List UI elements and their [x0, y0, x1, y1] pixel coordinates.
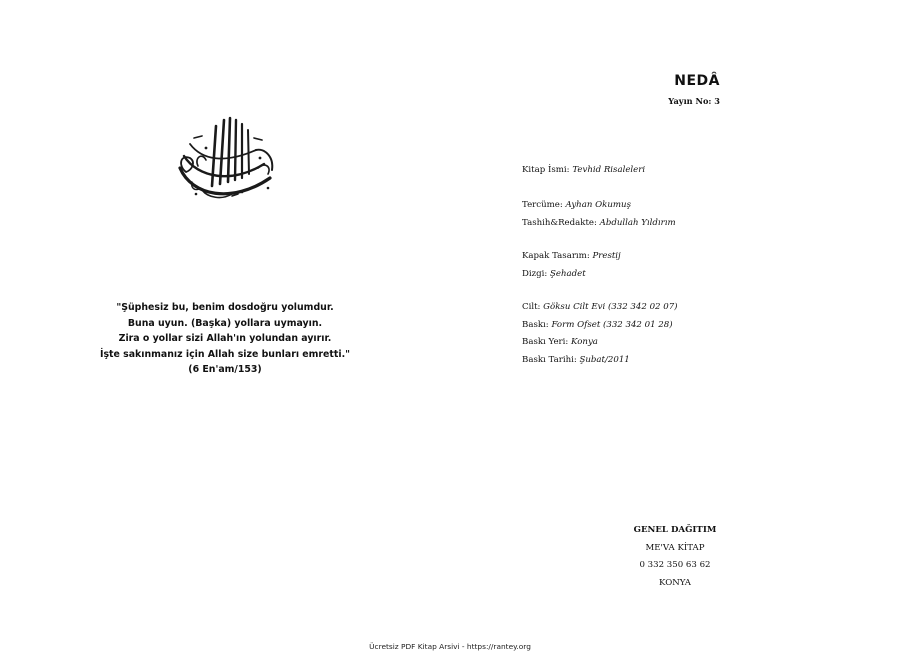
credit-cover-design	[522, 248, 621, 266]
series-number: Yayın No: 3	[668, 96, 720, 106]
credit-value: Tevhid Risaleleri	[572, 165, 646, 175]
credit-label: Tercüme:	[522, 200, 566, 210]
distributor-city: KONYA	[659, 577, 691, 588]
credit-label: Cilt:	[522, 302, 544, 312]
credit-value: Konya	[571, 337, 598, 348]
credit-value: Prestij	[592, 251, 621, 261]
verse-line: Zira o yollar sizi Allah'ın yolundan ayırır.	[118, 333, 332, 344]
footer-watermark-text: Ücretsiz PDF Kitap Arsivi - https://rantey.org	[369, 642, 531, 651]
distributor-phone: 0 332 350 63 62	[639, 560, 711, 570]
credit-value: Şubat/2011	[579, 354, 630, 365]
credit-label: Tashih&Redakte:	[522, 217, 600, 228]
verse-line: İşte sakınmanız için Allah size bunları emretti."	[99, 348, 351, 360]
credit-label: Baskı Tarihi:	[522, 354, 580, 365]
credit-value: Göksu Cilt Evi (332 342 02 07)	[543, 302, 678, 312]
credit-value: Form Ofset (332 342 01 28)	[551, 319, 673, 330]
credit-book-title	[522, 162, 645, 180]
verse-line: "Şüphesiz bu, benim dosdoğru yolumdur.	[116, 302, 334, 313]
credit-binding	[522, 299, 678, 317]
publisher-name: NEDÂ	[674, 73, 720, 89]
credit-value: Ayhan Okumuş	[565, 200, 631, 210]
credit-print-place	[522, 334, 678, 352]
credits-group-design	[522, 248, 621, 283]
credit-printing	[522, 317, 678, 335]
credits-group-translation	[522, 197, 676, 232]
credit-label: Kitap İsmi:	[522, 165, 573, 175]
credit-typesetting	[522, 266, 621, 284]
credit-value: Şehadet	[550, 268, 586, 279]
verse-reference: (6 En'am/153)	[188, 364, 262, 375]
distributor-name: ME'VA KİTAP	[645, 542, 705, 553]
distribution-title: GENEL DAĞITIM	[633, 525, 717, 535]
credits-group-printing	[522, 299, 678, 369]
credits-group-title	[522, 162, 645, 180]
credit-label: Baskı Yeri:	[522, 337, 572, 348]
verse-line: Buna uyun. (Başka) yollara uymayın.	[127, 317, 323, 329]
distribution-block	[600, 522, 750, 592]
credit-print-date	[522, 352, 678, 370]
credit-value: Abdullah Yıldırım	[599, 217, 676, 228]
credit-editor	[522, 215, 676, 233]
credit-translator	[522, 197, 676, 215]
credit-label: Dizgi:	[522, 268, 551, 279]
credit-label: Kapak Tasarım:	[522, 251, 593, 261]
quran-verse	[90, 300, 360, 378]
publisher-block	[620, 72, 720, 106]
credit-label: Baskı:	[522, 319, 552, 330]
bismillah-calligraphy	[172, 108, 282, 208]
